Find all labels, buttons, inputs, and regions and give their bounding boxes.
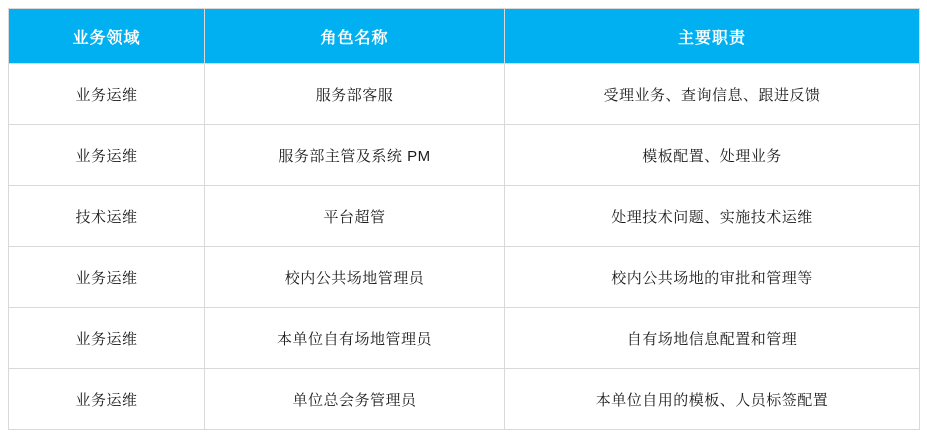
table-row <box>9 369 920 430</box>
cell-main-duty: 处理技术问题、实施技术运维 <box>505 186 920 247</box>
cell-business-domain: 业务运维 <box>9 125 205 186</box>
cell-business-domain: 业务运维 <box>9 369 205 430</box>
cell-main-duty: 模板配置、处理业务 <box>505 125 920 186</box>
cell-role-name: 单位总会务管理员 <box>205 369 505 430</box>
cell-business-domain: 业务运维 <box>9 308 205 369</box>
table-row <box>9 125 920 186</box>
cell-role-name: 本单位自有场地管理员 <box>205 308 505 369</box>
column-header-business-domain: 业务领域 <box>9 9 205 64</box>
table-header-row <box>9 9 920 64</box>
cell-main-duty: 校内公共场地的审批和管理等 <box>505 247 920 308</box>
cell-business-domain: 业务运维 <box>9 64 205 125</box>
cell-main-duty: 自有场地信息配置和管理 <box>505 308 920 369</box>
cell-business-domain: 技术运维 <box>9 186 205 247</box>
column-header-main-duty: 主要职责 <box>505 9 920 64</box>
table-body <box>9 64 920 430</box>
table-row <box>9 308 920 369</box>
column-header-role-name: 角色名称 <box>205 9 505 64</box>
cell-business-domain: 业务运维 <box>9 247 205 308</box>
table-header <box>9 9 920 64</box>
cell-role-name: 服务部主管及系统 PM <box>205 125 505 186</box>
cell-main-duty: 本单位自用的模板、人员标签配置 <box>505 369 920 430</box>
cell-main-duty: 受理业务、查询信息、跟进反馈 <box>505 64 920 125</box>
table-row <box>9 64 920 125</box>
table-row <box>9 186 920 247</box>
role-responsibility-table <box>8 8 920 430</box>
cell-role-name: 服务部客服 <box>205 64 505 125</box>
cell-role-name: 平台超管 <box>205 186 505 247</box>
table-row <box>9 247 920 308</box>
cell-role-name: 校内公共场地管理员 <box>205 247 505 308</box>
